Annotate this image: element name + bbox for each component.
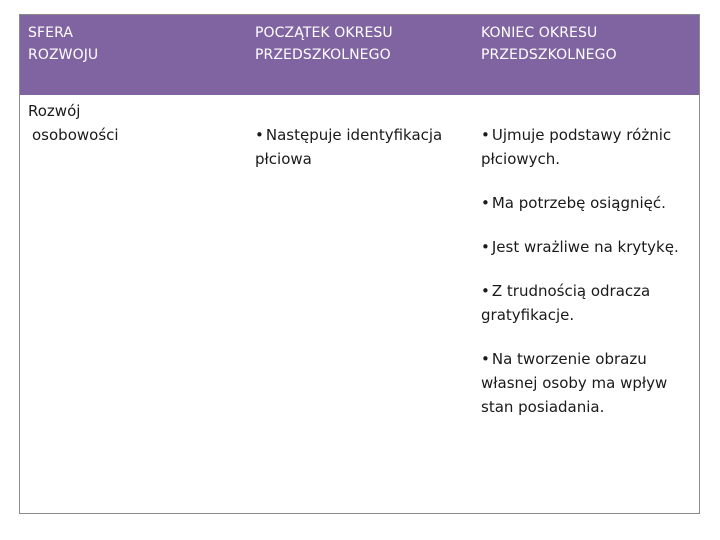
bullet-icon: •	[481, 282, 490, 300]
comparison-table	[19, 14, 700, 514]
end-item	[481, 235, 696, 259]
end-items-list	[481, 123, 696, 419]
bullet-icon: •	[255, 126, 264, 144]
bullet-icon: •	[481, 126, 490, 144]
end-item	[481, 279, 696, 327]
end-item	[481, 191, 696, 215]
header-end-line2: PRZEDSZKOLNEGO	[481, 47, 617, 63]
header-end-line1: KONIEC OKRESU	[481, 25, 598, 41]
header-area-line1: SFERA	[28, 25, 74, 41]
bullet-icon: •	[481, 350, 490, 368]
end-item	[481, 347, 696, 419]
start-item	[255, 123, 480, 171]
row-area-line2: osobowości	[32, 126, 119, 144]
row-area-cell	[28, 99, 243, 147]
header-cell-area	[28, 22, 243, 66]
end-item-text: Jest wrażliwe na krytykę.	[491, 238, 679, 256]
end-item-text: Na tworzenie obrazu własnej osoby ma wpływ stan posiadania.	[481, 350, 668, 416]
header-area-line2: ROZWOJU	[28, 47, 99, 63]
end-item	[481, 123, 696, 171]
start-item-text: Następuje identyfikacja płciowa	[255, 126, 443, 168]
header-start-line1: POCZĄTEK OKRESU	[255, 25, 393, 41]
end-item-text: Ma potrzebę osiągnięć.	[491, 194, 666, 212]
bullet-icon: •	[481, 238, 490, 256]
header-start-line2: PRZEDSZKOLNEGO	[255, 47, 391, 63]
row-area-line1: Rozwój	[28, 102, 81, 120]
header-cell-start	[255, 22, 470, 66]
table-header-row	[20, 15, 699, 95]
header-cell-end	[481, 22, 696, 66]
bullet-icon: •	[481, 194, 490, 212]
end-item-text: Ujmuje podstawy różnic płciowych.	[481, 126, 672, 168]
end-item-text: Z trudnością odracza gratyfikacje.	[481, 282, 651, 324]
